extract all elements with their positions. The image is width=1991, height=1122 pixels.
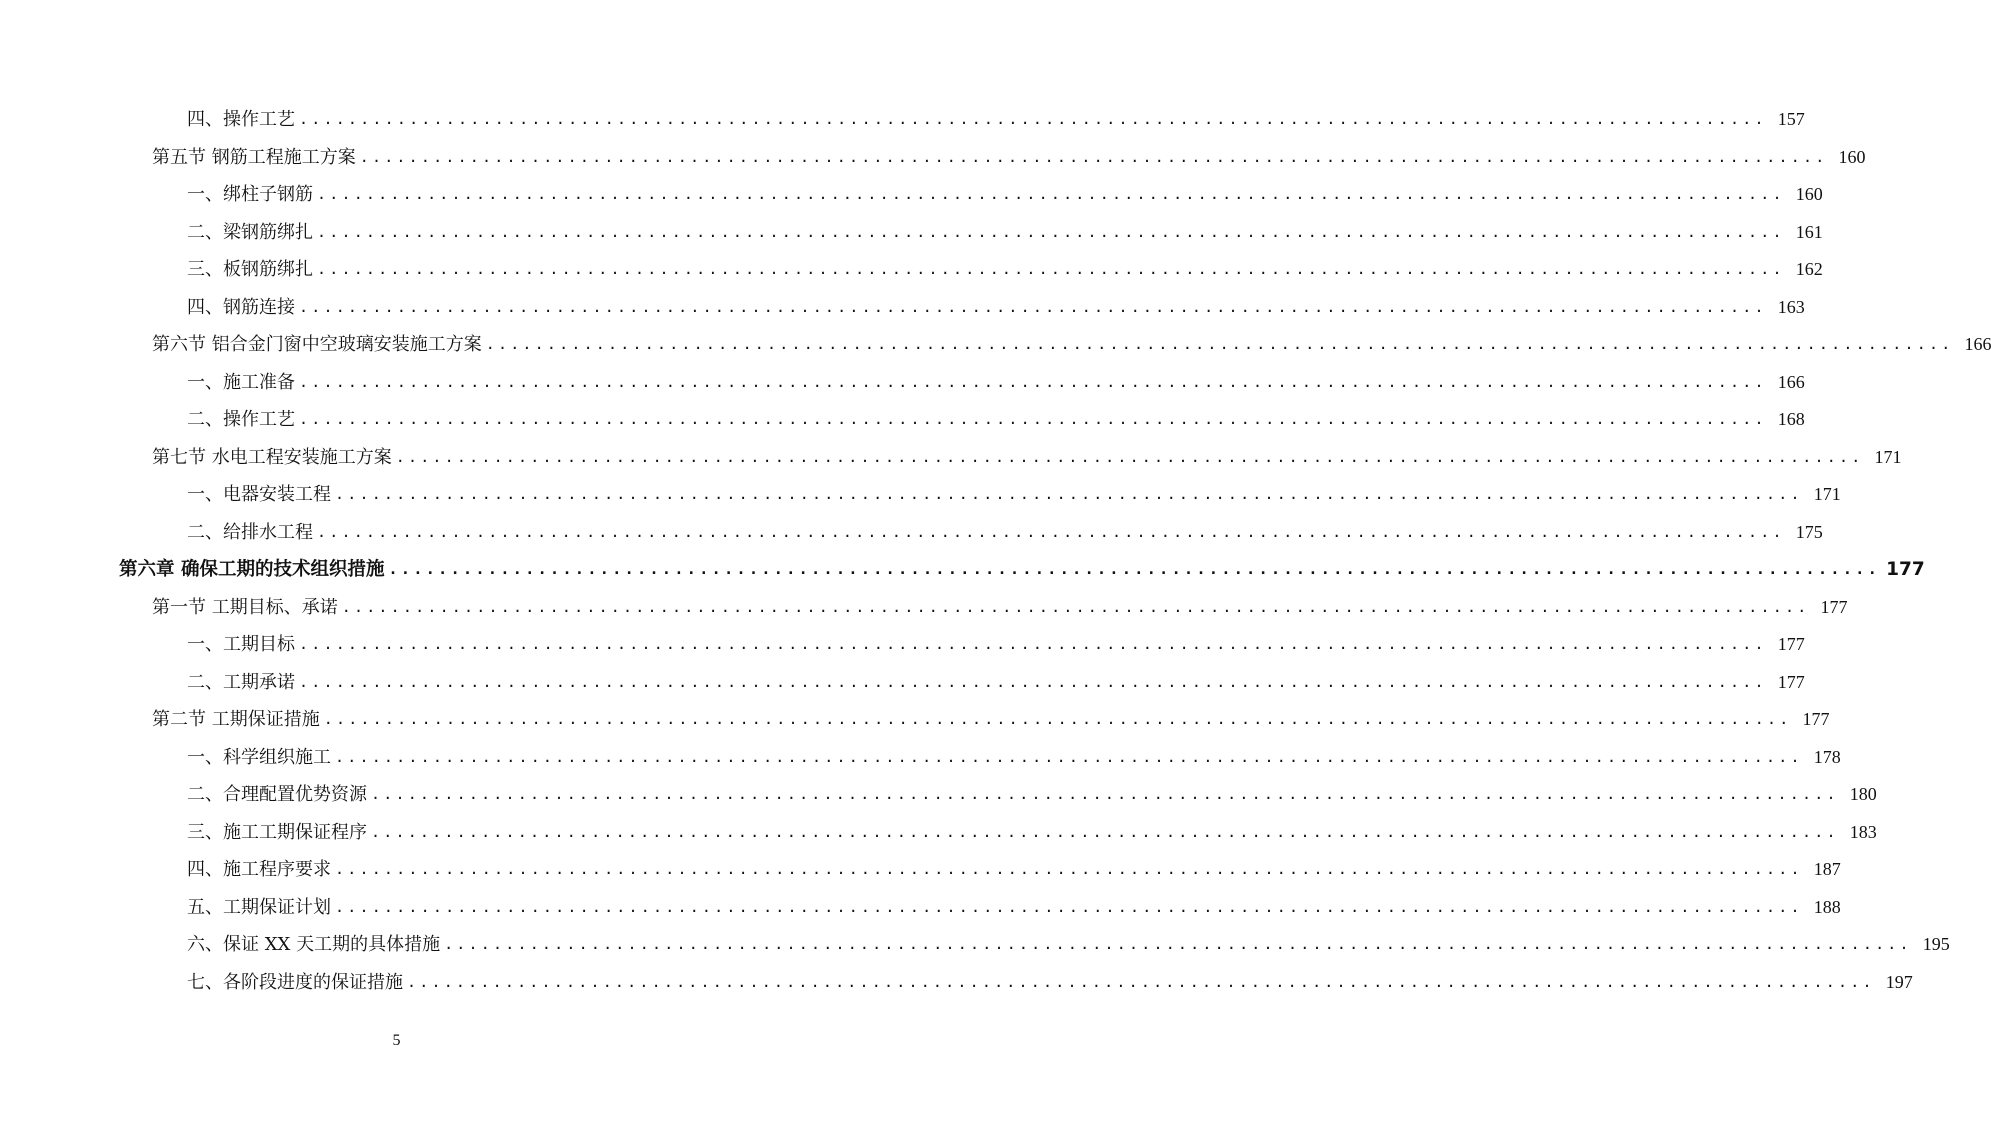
toc-entry-title: 一、绑柱子钢筋 (187, 184, 313, 205)
dot-leader: ........................................................................................................................ (299, 372, 1767, 391)
toc-entry[interactable] (0, 289, 1805, 327)
dot-leader: ........................................................................................................................ (299, 410, 1767, 428)
table-of-contents (0, 101, 1991, 1001)
dot-leader: ........................................................................................................................ (299, 297, 1767, 316)
toc-entry-page: 188 (1813, 896, 1841, 917)
toc-entry-title: 二、梁钢筋绑扎 (187, 221, 313, 243)
toc-entry-page: 171 (1813, 484, 1841, 504)
toc-entry-page: 160 (1838, 146, 1866, 167)
toc-entry[interactable] (0, 514, 1823, 552)
toc-entry-page: 197 (1885, 971, 1913, 992)
toc-entry-page: 177 (1777, 671, 1805, 692)
toc-entry-title: 一、施工准备 (187, 371, 295, 393)
dot-leader: ........................................................................................................................ (299, 635, 1767, 653)
toc-entry[interactable] (0, 851, 1841, 889)
toc-entry-title: 第五节 钢筋工程施工方案 (152, 146, 356, 168)
toc-entry-title: 二、合理配置优势资源 (187, 784, 367, 805)
toc-entry-page: 180 (1849, 784, 1877, 804)
toc-entry-page: 183 (1849, 821, 1877, 842)
toc-entry-title: 七、各阶段进度的保证措施 (187, 971, 403, 993)
dot-leader: ........................................................................................................................ (335, 860, 1803, 878)
toc-entry[interactable] (0, 101, 1805, 139)
toc-entry[interactable] (0, 776, 1877, 814)
toc-entry-title: 第六章 确保工期的技术组织措施 (119, 559, 385, 580)
toc-entry-page: 177 (1886, 559, 1925, 580)
toc-entry[interactable] (0, 326, 1991, 364)
toc-entry[interactable] (0, 739, 1841, 777)
dot-leader: ........................................................................................................................ (317, 522, 1785, 541)
toc-entry-title: 一、工期目标 (187, 634, 295, 655)
toc-entry-title: 三、板钢筋绑扎 (187, 259, 313, 280)
toc-entry[interactable] (0, 251, 1823, 289)
dot-leader: ........................................................................................................................ (317, 222, 1785, 241)
dot-leader: ........................................................................................................................ (317, 185, 1785, 203)
toc-entry-title: 一、电器安装工程 (187, 484, 331, 505)
toc-entry-title: 六、保证 XX 天工期的具体措施 (187, 934, 441, 955)
toc-entry[interactable] (0, 626, 1805, 664)
toc-entry-page: 177 (1777, 634, 1805, 654)
dot-leader: ........................................................................................................................ (388, 560, 1881, 578)
dot-leader: ........................................................................................................................ (317, 260, 1785, 278)
toc-entry-page: 163 (1777, 296, 1805, 317)
toc-entry[interactable] (0, 176, 1823, 214)
toc-entry-title: 第二节 工期保证措施 (152, 709, 320, 730)
dot-leader: ........................................................................................................................ (371, 785, 1839, 803)
dot-leader: ........................................................................................................................ (407, 972, 1875, 991)
toc-entry[interactable] (0, 589, 1848, 627)
toc-entry-page: 166 (1777, 371, 1805, 392)
toc-entry-title: 二、工期承诺 (187, 671, 295, 693)
toc-entry[interactable] (0, 364, 1805, 402)
dot-leader: ........................................................................................................................ (335, 897, 1803, 916)
toc-entry-page: 162 (1795, 259, 1823, 279)
toc-entry-title: 第一节 工期目标、承诺 (152, 596, 338, 618)
toc-entry[interactable] (0, 476, 1841, 514)
toc-entry[interactable] (0, 701, 1830, 739)
toc-entry-title: 四、操作工艺 (187, 109, 295, 130)
dot-leader: ........................................................................................................................ (335, 747, 1803, 766)
toc-entry-page: 171 (1874, 446, 1902, 467)
toc-entry-page: 168 (1777, 409, 1805, 429)
dot-leader: ........................................................................................................................ (323, 710, 1792, 728)
toc-entry[interactable] (0, 551, 1925, 589)
toc-entry[interactable] (0, 889, 1841, 927)
toc-entry-page: 178 (1813, 746, 1841, 767)
dot-leader: ........................................................................................................................ (485, 335, 1954, 353)
toc-entry-page: 195 (1922, 934, 1950, 954)
toc-entry[interactable] (0, 401, 1805, 439)
toc-entry-title: 五、工期保证计划 (187, 896, 331, 918)
toc-entry-title: 二、给排水工程 (187, 521, 313, 543)
toc-entry-page: 160 (1795, 184, 1823, 204)
toc-entry-title: 二、操作工艺 (187, 409, 295, 430)
dot-leader: ........................................................................................................................ (444, 935, 1912, 953)
dot-leader: ........................................................................................................................ (299, 110, 1767, 128)
toc-entry-page: 166 (1964, 334, 1991, 354)
dot-leader: ........................................................................................................................ (395, 447, 1864, 466)
toc-entry-title: 三、施工工期保证程序 (187, 821, 367, 843)
toc-entry-title: 四、钢筋连接 (187, 296, 295, 318)
toc-entry-page: 175 (1795, 521, 1823, 542)
toc-entry-page: 157 (1777, 109, 1805, 129)
page-number: 5 (392, 1032, 401, 1049)
toc-entry[interactable] (0, 926, 1950, 964)
dot-leader: ........................................................................................................................ (341, 597, 1810, 616)
toc-entry-title: 一、科学组织施工 (187, 746, 331, 768)
dot-leader: ........................................................................................................................ (335, 485, 1803, 503)
toc-entry-page: 161 (1795, 221, 1823, 242)
toc-entry[interactable] (0, 814, 1877, 852)
toc-entry[interactable] (0, 214, 1823, 252)
dot-leader: ........................................................................................................................ (359, 147, 1828, 166)
toc-entry-page: 177 (1802, 709, 1830, 729)
toc-entry[interactable] (0, 964, 1913, 1002)
dot-leader: ........................................................................................................................ (299, 672, 1767, 691)
toc-entry-title: 四、施工程序要求 (187, 859, 331, 880)
toc-entry[interactable] (0, 139, 1866, 177)
toc-entry-page: 177 (1820, 596, 1848, 617)
dot-leader: ........................................................................................................................ (371, 822, 1839, 841)
toc-entry-page: 187 (1813, 859, 1841, 879)
toc-entry[interactable] (0, 664, 1805, 702)
toc-entry-title: 第七节 水电工程安装施工方案 (152, 446, 392, 468)
toc-entry-title: 第六节 铝合金门窗中空玻璃安装施工方案 (152, 334, 482, 355)
toc-entry[interactable] (0, 439, 1902, 477)
